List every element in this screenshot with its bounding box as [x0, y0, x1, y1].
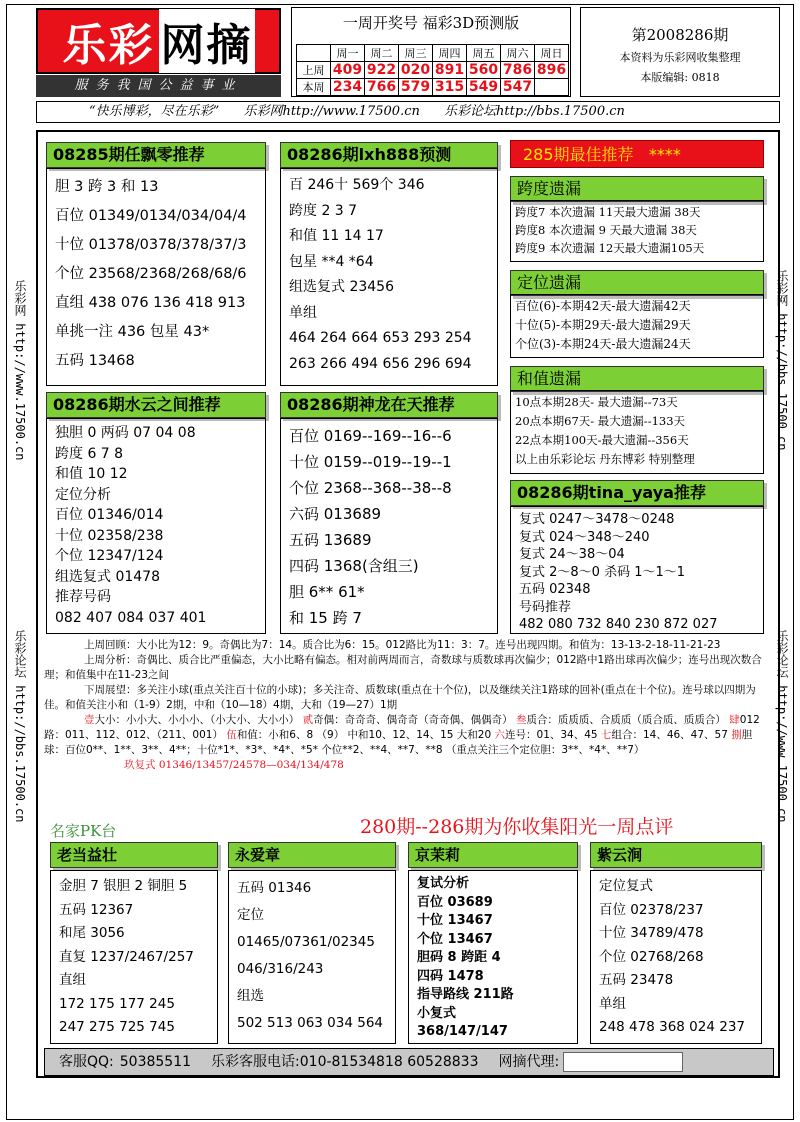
p1-line: 个位 23568/2368/268/68/6: [55, 266, 247, 282]
p3-line: 百位 01346/014: [55, 507, 164, 523]
day: 周日: [535, 45, 569, 62]
p1-title: 08285期任飘零推荐: [46, 142, 266, 168]
p1-line: 五码 13468: [55, 353, 135, 369]
review-item: 和值：小和6、8 （9） 中和10、12、14、15 大和20: [236, 729, 492, 741]
draw: 549: [467, 79, 501, 96]
draw: 560: [467, 62, 501, 79]
hz-box: [510, 390, 764, 474]
row-label: 本周: [297, 79, 331, 96]
e3-line: 368/147/147: [417, 1024, 508, 1039]
e3-line: 指导路线 211路: [417, 987, 514, 1002]
draw: 547: [501, 79, 535, 96]
day: 周二: [365, 45, 399, 62]
p5-line: 复式 24～38～04: [519, 547, 625, 562]
p1-line: 十位 01378/0378/378/37/3: [55, 237, 247, 253]
kd-line: 跨度7 本次遗漏 11天最大遗漏 38天: [515, 205, 701, 219]
hz-line: 以上由乐彩论坛 丹东博彩 特别整理: [515, 452, 695, 466]
num-mark: 肆: [729, 714, 740, 726]
e3-line: 百位 03689: [417, 894, 493, 910]
p5-line: 482 080 732 840 230 872 027: [519, 617, 718, 632]
qq-number: 50385511: [119, 1054, 192, 1070]
draw: 020: [399, 62, 433, 79]
footer-bar: [44, 1048, 774, 1076]
qq-label: 客服QQ:: [59, 1054, 114, 1070]
draw: 922: [365, 62, 399, 79]
p2-box: [280, 168, 498, 386]
p2-line: 组选复式 23456: [289, 279, 394, 295]
p2-line: 跨度 2 3 7: [289, 202, 358, 219]
logo: [36, 8, 281, 74]
kd-box: [510, 200, 764, 262]
p3-line: 组选复式 01478: [55, 568, 160, 585]
review-p3: 下周展望：多关注小球(重点关注百十位的小球)；多关注奇、质数球(重点在十个位)，以及继续关注1路球的回补(重点在十个位)。连号球以四期为佳。和值关注小和（1-9）2期，中和（10—18）4期，大和（19—27）1期: [44, 684, 756, 711]
hz-line: 20点本期67天- 最大遗漏--133天: [515, 414, 686, 428]
draw: 786: [501, 62, 535, 79]
e4-line: 248 478 368 024 237: [599, 1019, 746, 1035]
e2-line: 五码 01346: [237, 880, 312, 896]
motto: 服务我国公益事业: [36, 75, 281, 97]
week-title: 一周开奖号 福彩3D预测版: [342, 14, 520, 32]
issue-box: [580, 7, 780, 97]
e4-box: [590, 870, 762, 1044]
logo-part2: 网摘: [159, 9, 255, 73]
num-mark: 伍: [226, 729, 237, 741]
e4-line: 单组: [599, 995, 626, 1012]
e3-box: [408, 870, 578, 1044]
review-p2: 上周分析：奇偶比、质合比严重偏态，大小比略有偏态。相对前两周而言，奇数球与质数球再次偏少；012路中1路出球再次偏少；连号出现次数合理；和值集中在11-23之间: [44, 654, 762, 681]
draw: 891: [433, 62, 467, 79]
p1-box: [46, 168, 266, 386]
p2-line: 百 246十 569个 346: [289, 177, 425, 193]
hz-line: 10点本期28天- 最大遗漏--73天: [515, 395, 678, 409]
e3-line: 复试分析: [417, 876, 470, 891]
kd-title: 跨度遗漏: [510, 176, 764, 202]
e1-line: 直组: [59, 972, 86, 988]
review-item: 大小：小小大、小小小、（小大小、大小小）: [94, 714, 300, 726]
e3-line: 个位 13467: [417, 931, 493, 947]
issue-note: 本资料为乐彩网收集整理: [619, 51, 741, 64]
hz-title: 和值遗漏: [510, 366, 764, 392]
dw-line: 个位(3)-本期24天-最大遗漏24天: [515, 337, 691, 351]
p5-line: 复式 0247～3478～0248: [519, 512, 675, 527]
p3-line: 独胆 0 两码 07 04 08: [55, 425, 196, 441]
p3-line: 082 407 084 037 401: [55, 609, 207, 626]
e1-line: 172 175 177 245: [59, 995, 175, 1012]
p3-box: [46, 418, 266, 634]
p3-line: 定位分析: [55, 486, 111, 503]
p4-line: 百位 0169--169--16--6: [289, 427, 452, 445]
dw-line: 十位(5)-本期29天-最大遗漏29天: [515, 318, 691, 332]
p3-line: 推荐号码: [55, 589, 111, 605]
e4-line: 定位复式: [599, 878, 653, 894]
p5-line: 复式 024～348～240: [519, 529, 650, 545]
e2-title: 永爱章: [228, 842, 396, 868]
review-item: 组合：14、46、47、57: [611, 729, 728, 741]
p4-line: 四码 1368(含组三): [289, 557, 419, 575]
e1-title: 老当益壮: [50, 842, 218, 868]
kd-line: 跨度8 本次遗漏 9 天最大遗漏 38天: [515, 223, 697, 237]
e4-line: 个位 02768/268: [599, 948, 704, 965]
tel-label: 乐彩客服电话:: [211, 1054, 300, 1070]
site-name: 乐彩网: [243, 104, 283, 119]
day: 周三: [399, 45, 433, 62]
side-left-top: 乐彩网 http://www.17500.cn: [13, 280, 27, 461]
dw-title: 定位遗漏: [510, 270, 764, 296]
p5-line: 号码推荐: [519, 599, 572, 615]
dw-line: 百位(6)-本期42天-最大遗漏42天: [515, 299, 691, 313]
num-mark: 捌: [731, 729, 742, 741]
site-url[interactable]: http://www.17500.cn: [282, 104, 420, 119]
p4-line: 六码 013689: [289, 505, 382, 523]
agent-field[interactable]: [563, 1052, 683, 1072]
p5-line: 复式 2～8～0 杀码 1～1～1: [519, 564, 686, 580]
p4-box: [280, 418, 498, 634]
e1-box: [50, 870, 218, 1044]
p3-line: 跨度 6 7 8: [55, 445, 124, 462]
num-mark: 七: [600, 729, 612, 741]
review-item: 连号：01、34、45: [505, 729, 598, 741]
e1-line: 直复 1237/2467/257: [59, 948, 194, 965]
day: 周五: [467, 45, 501, 62]
p1-line: 胆 3 跨 3 和 13: [55, 179, 159, 195]
draw: 315: [433, 79, 467, 96]
agent-label: 网摘代理:: [498, 1054, 560, 1070]
p2-title: 08286期lxh888预测: [280, 142, 498, 168]
week-table: [296, 44, 569, 96]
p4-line: 个位 2368--368--38--8: [289, 479, 452, 497]
draw: 579: [399, 79, 433, 96]
p5-line: 五码 02348: [519, 582, 591, 597]
e1-line: 五码 12367: [59, 901, 134, 918]
e1-line: 金胆 7 银胆 2 铜胆 5: [59, 878, 188, 894]
num-mark: 六: [494, 729, 506, 741]
day: 周一: [331, 45, 365, 62]
draw: [535, 79, 569, 96]
pk-headline: 280期--286期为你收集阳光一周点评: [360, 816, 674, 838]
p1-line: 直组 438 076 136 418 913: [55, 295, 246, 311]
day: 周六: [501, 45, 535, 62]
pk-label: 名家PK台: [50, 822, 117, 840]
best-banner: [510, 140, 764, 168]
tel-number: 010-81534818 60528833: [299, 1054, 479, 1070]
review-p1: 上周回顾：大小比为12：9。奇偶比为7：14。质合比为6：15。012路比为11：3：7。连号出现四期。和值为：13-13-2-18-11-21-23: [84, 639, 721, 651]
week-results: [291, 7, 571, 97]
p2-line: 464 264 664 653 293 254: [289, 330, 472, 346]
p1-line: 单挑一注 436 包星 43*: [55, 324, 210, 340]
e3-line: 四码 1478: [417, 968, 484, 984]
p2-line: 和值 11 14 17: [289, 228, 384, 244]
review-item: 胆球：百位0**、1**、3**、4**；十位*1*、*3*、*4*、*5* 个位**2、**4、**7、**8 （重点关注三个定位胆：3**、*4*、**7）: [44, 729, 753, 756]
slogan-bar: [36, 101, 780, 123]
review-item: 012路：011、112、012、（211、001）: [44, 714, 760, 741]
p2-line: 单组: [289, 304, 317, 321]
e2-line: 组选: [237, 988, 264, 1004]
e1-line: 247 275 725 745: [59, 1019, 175, 1035]
kd-line: 跨度9 本次遗漏 12天最大遗漏105天: [515, 241, 705, 255]
draw: 409: [331, 62, 365, 79]
e4-line: 百位 02378/237: [599, 901, 704, 918]
best-title: 285期最佳推荐: [523, 145, 634, 164]
p5-title: 08286期tina_yaya推荐: [510, 480, 764, 506]
e2-box: [228, 870, 396, 1044]
forum-name: 乐彩论坛: [444, 104, 497, 119]
e3-title: 京茉莉: [408, 842, 578, 868]
p3-line: 十位 02358/238: [55, 527, 164, 544]
num-mark: 壹: [84, 714, 95, 726]
row-label: 上周: [297, 62, 331, 79]
draw: 234: [331, 79, 365, 96]
side-right-bottom: 乐彩论坛 http://www.17500.cn: [775, 630, 789, 823]
p4-title: 08286期神龙在天推荐: [280, 392, 498, 418]
e4-title: 紫云涧: [590, 842, 762, 868]
p2-line: 263 266 494 656 296 694: [289, 355, 472, 372]
e3-line: 十位 13467: [417, 913, 493, 928]
forum-url[interactable]: http://bbs.17500.cn: [496, 104, 625, 119]
draw: 766: [365, 79, 399, 96]
p2-line: 包星 **4 *64: [289, 253, 374, 270]
e2-line: 定位: [237, 907, 264, 923]
hz-line: 22点本期100天-最大遗漏--356天: [515, 433, 689, 447]
e2-line: 046/316/243: [237, 961, 324, 977]
p3-title: 08286期水云之间推荐: [46, 392, 266, 418]
p4-line: 胆 6** 61*: [289, 583, 365, 601]
logo-part1: 乐彩: [62, 20, 155, 71]
slogan-quote: “快乐博彩，尽在乐彩”: [89, 104, 220, 119]
e3-line: 胆码 8 跨距 4: [417, 950, 501, 965]
draw: 896: [535, 62, 569, 79]
p5-box: [510, 506, 764, 634]
issue-editor: 本版编辑: 0818: [640, 71, 720, 84]
p4-line: 十位 0159--019--19--1: [289, 453, 452, 471]
side-left-bottom: 乐彩论坛 http://bbs.17500.cn: [13, 630, 27, 823]
num-mark: 贰: [302, 714, 314, 726]
e4-line: 十位 34789/478: [599, 925, 704, 941]
day: 周四: [433, 45, 467, 62]
e3-line: 小复式: [417, 1005, 457, 1021]
e2-line: 502 513 063 034 564: [237, 1015, 384, 1031]
p4-line: 和 15 跨 7: [289, 609, 362, 627]
issue-title: 第2008286期: [631, 26, 729, 44]
review-fuxuan: 玖复式 01346/13457/24578—034/134/478: [124, 759, 344, 771]
review-item: 奇偶：奇奇奇、偶奇奇（奇奇偶、偶偶奇）: [313, 714, 513, 726]
p3-line: 个位 12347/124: [55, 548, 164, 564]
e2-line: 01465/07361/02345: [237, 934, 375, 950]
review-p4: [44, 713, 768, 758]
p3-line: 和值 10 12: [55, 466, 128, 482]
p1-line: 百位 01349/0134/034/04/4: [55, 208, 247, 224]
best-stars: ****: [648, 145, 681, 164]
num-mark: 叁: [515, 714, 527, 726]
review-item: 质合：质质质、合质质（质合质、质质合）: [526, 714, 726, 726]
e1-line: 和尾 3056: [59, 925, 125, 941]
e4-line: 五码 23478: [599, 972, 674, 988]
dw-box: [510, 294, 764, 358]
p4-line: 五码 13689: [289, 531, 372, 549]
side-right-top: 乐彩网 http://bbs.17500.cn: [775, 270, 789, 451]
review: [44, 638, 768, 773]
